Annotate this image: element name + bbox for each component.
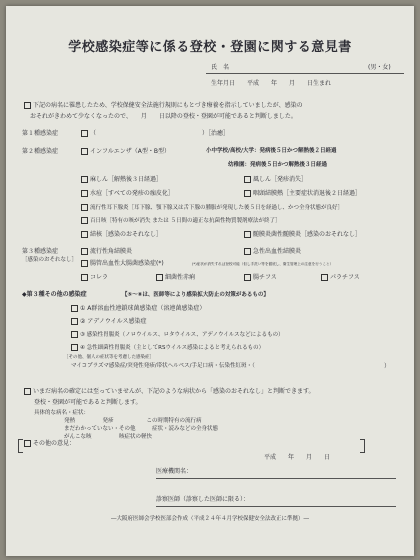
rubella-checkbox[interactable] xyxy=(244,176,251,183)
cholera-checkbox[interactable] xyxy=(81,274,88,281)
undiagnosed-row-1: 発熱 発疹 この時期特有の流行病 xyxy=(64,418,202,424)
adeno-checkbox[interactable] xyxy=(71,318,78,325)
issue-date: 平成 年 月 日 xyxy=(264,454,331,461)
ahc-item: 急性出血性結膜炎 xyxy=(253,248,302,255)
typhoid-checkbox[interactable] xyxy=(244,274,251,281)
ehec-checkbox[interactable] xyxy=(81,260,88,267)
undiagnosed-checkbox[interactable] xyxy=(24,388,31,395)
other-opinion-checkbox[interactable] xyxy=(24,440,31,447)
doctor-underline xyxy=(156,506,396,507)
meningococcal-item: 髄膜炎菌性髄膜炎［感染のおそれなし］ xyxy=(253,231,362,238)
paratyphoid-item: パラチフス xyxy=(330,274,360,281)
document-title: 学校感染症等に係る登校・登園に関する意見書 xyxy=(68,40,352,55)
strep-checkbox[interactable] xyxy=(71,305,78,312)
document-page xyxy=(6,6,414,556)
undiagnosed-detail-label: 具体的な病名・症状： xyxy=(34,410,90,416)
flu-note-school: 小中学校/高校/大学：発病後５日かつ解熱後２日経過 xyxy=(206,148,337,154)
measles-checkbox[interactable] xyxy=(81,176,88,183)
pharyngoconjunctival-checkbox[interactable] xyxy=(244,190,251,197)
gastro-checkbox[interactable] xyxy=(71,331,78,338)
gastro-item: ③ 感染性胃腸炎（ノロウイルス、ロタウイルス、アデノウイルスなどによるもの） xyxy=(80,332,284,338)
gender-label: (男・女) xyxy=(368,64,391,71)
section3-sub: ［感染のおそれなし］ xyxy=(22,257,78,263)
measles-item: 麻しん［解熱後３日経過］ xyxy=(90,176,163,183)
chickenpox-item: 水痘［すべての発疹の痂皮化］ xyxy=(90,190,174,197)
ekc-checkbox[interactable] xyxy=(81,248,88,255)
section2-label: 第２種感染症 xyxy=(22,148,59,155)
tuberculosis-item: 結核［感染のおそれなし］ xyxy=(90,231,163,238)
mumps-checkbox[interactable] xyxy=(81,204,88,211)
name-underline xyxy=(206,73,404,74)
adeno-item: ② アデノウイルス感染症 xyxy=(80,318,147,325)
intro-line-1: 下記の病名に罹患したため、学校保健安全法施行規則にもとづき療養を指示していましたが、感染の xyxy=(33,102,303,109)
meningococcal-checkbox[interactable] xyxy=(244,231,251,238)
pertussis-item: 百日咳［特有の咳が消失 または ５日間の適正な抗菌性物質製剤療法が終了］ xyxy=(90,218,281,224)
flu-checkbox[interactable] xyxy=(81,148,88,155)
section1-end: ）［治癒］ xyxy=(202,130,230,137)
other-infection-label: ◆第３種その他の感染症 xyxy=(22,291,87,298)
flu-note-kindergarten: 幼稚園：発病後５日かつ解熱後３日経過 xyxy=(228,162,328,168)
section1-label: 第１種感染症 xyxy=(22,130,59,137)
other-close-paren: ） xyxy=(384,363,391,370)
undiagnosed-line-1: いまだ病名の確定には至っていませんが、下記のような病状から「感染のおそれなし」と判断できます。 xyxy=(33,388,315,395)
rubella-item: 風しん［発疹消失］ xyxy=(253,176,308,183)
opinion-bracket-left xyxy=(18,439,23,453)
tuberculosis-checkbox[interactable] xyxy=(81,231,88,238)
intro-line-2: おそれがきわめて少なくなったので、 月 日以降の登校・登園が可能であると判断しました。 xyxy=(30,113,297,120)
ekc-item: 流行性角結膜炎 xyxy=(90,248,133,255)
paratyphoid-checkbox[interactable] xyxy=(321,274,328,281)
strep-item: ① A群溶血性連鎖球菌感染症（溶連菌感染症） xyxy=(80,305,206,312)
clinic-underline xyxy=(156,478,396,479)
undiagnosed-line-2: 登校・登園が可能であると判断します。 xyxy=(34,399,142,406)
dysentery-checkbox[interactable] xyxy=(156,274,163,281)
bacterial-gastro-item: ④ 急性細菌性胃腸炎（主としてRSウイルス感染によると考えられるもの） xyxy=(80,345,265,351)
section3-label: 第３種感染症 xyxy=(22,248,59,255)
opinion-bracket-right xyxy=(360,439,365,453)
pertussis-checkbox[interactable] xyxy=(81,217,88,224)
ehec-note: (*)症状が消失すれば登校可能（但し手洗い等を徹底し、衛生管理上の注意を行うこと） xyxy=(192,262,334,266)
dysentery-item: 細菌性赤痢 xyxy=(165,274,196,281)
flu-item: インフルエンザ（A型・B型） xyxy=(90,148,170,155)
footer-note: ―大阪府医師会学校医部会作成（平成２４年４月学校保健安全法改正に準拠）― xyxy=(110,516,309,522)
ahc-checkbox[interactable] xyxy=(244,248,251,255)
ehec-item: 腸管出血性大腸菌感染症(*) xyxy=(90,260,164,267)
other-sub-label: ［その他、個人の症状等を考慮した感染症］ xyxy=(64,355,154,360)
birth-date-label: 生年月日 平成 年 月 日生まれ xyxy=(211,80,332,87)
mumps-item: 流行性耳下腺炎［耳下腺、顎下腺又は舌下腺の腫脹が発現した後５日を経過し、かつ全身状態が良好］ xyxy=(90,205,344,211)
section1-checkbox[interactable] xyxy=(81,130,88,137)
doctor-label: 診察医師（診察した医師に限る）： xyxy=(156,496,250,503)
other-free-line: マイコプラズマ感染症/突発性発疹/帯状ヘルペス/手足口病・伝染性紅斑・（ xyxy=(71,363,255,369)
undiagnosed-row-3: がんこな咳 咳症状の軽快 xyxy=(64,434,153,440)
section1-paren: （ xyxy=(90,130,97,137)
cholera-item: コレラ xyxy=(90,274,109,281)
name-label: 氏 名 xyxy=(211,64,230,71)
other-opinion-label: その他の意見： xyxy=(33,440,76,447)
pharyngoconjunctival-item: 咽頭結膜熱［主要症状消退後２日経過］ xyxy=(253,190,362,197)
undiagnosed-row-2: まだわかっていない・その他 症状・読みなどの全身状態 xyxy=(64,426,219,432)
other-infection-note: 【⑤～⑧は、医師等により感染拡大防止の対策があるもの】 xyxy=(122,292,269,298)
typhoid-item: 腸チフス xyxy=(253,274,277,281)
bacterial-gastro-checkbox[interactable] xyxy=(71,344,78,351)
clinic-name-label: 医療機関名： xyxy=(156,468,193,475)
chickenpox-checkbox[interactable] xyxy=(81,190,88,197)
intro-checkbox[interactable] xyxy=(24,102,31,109)
